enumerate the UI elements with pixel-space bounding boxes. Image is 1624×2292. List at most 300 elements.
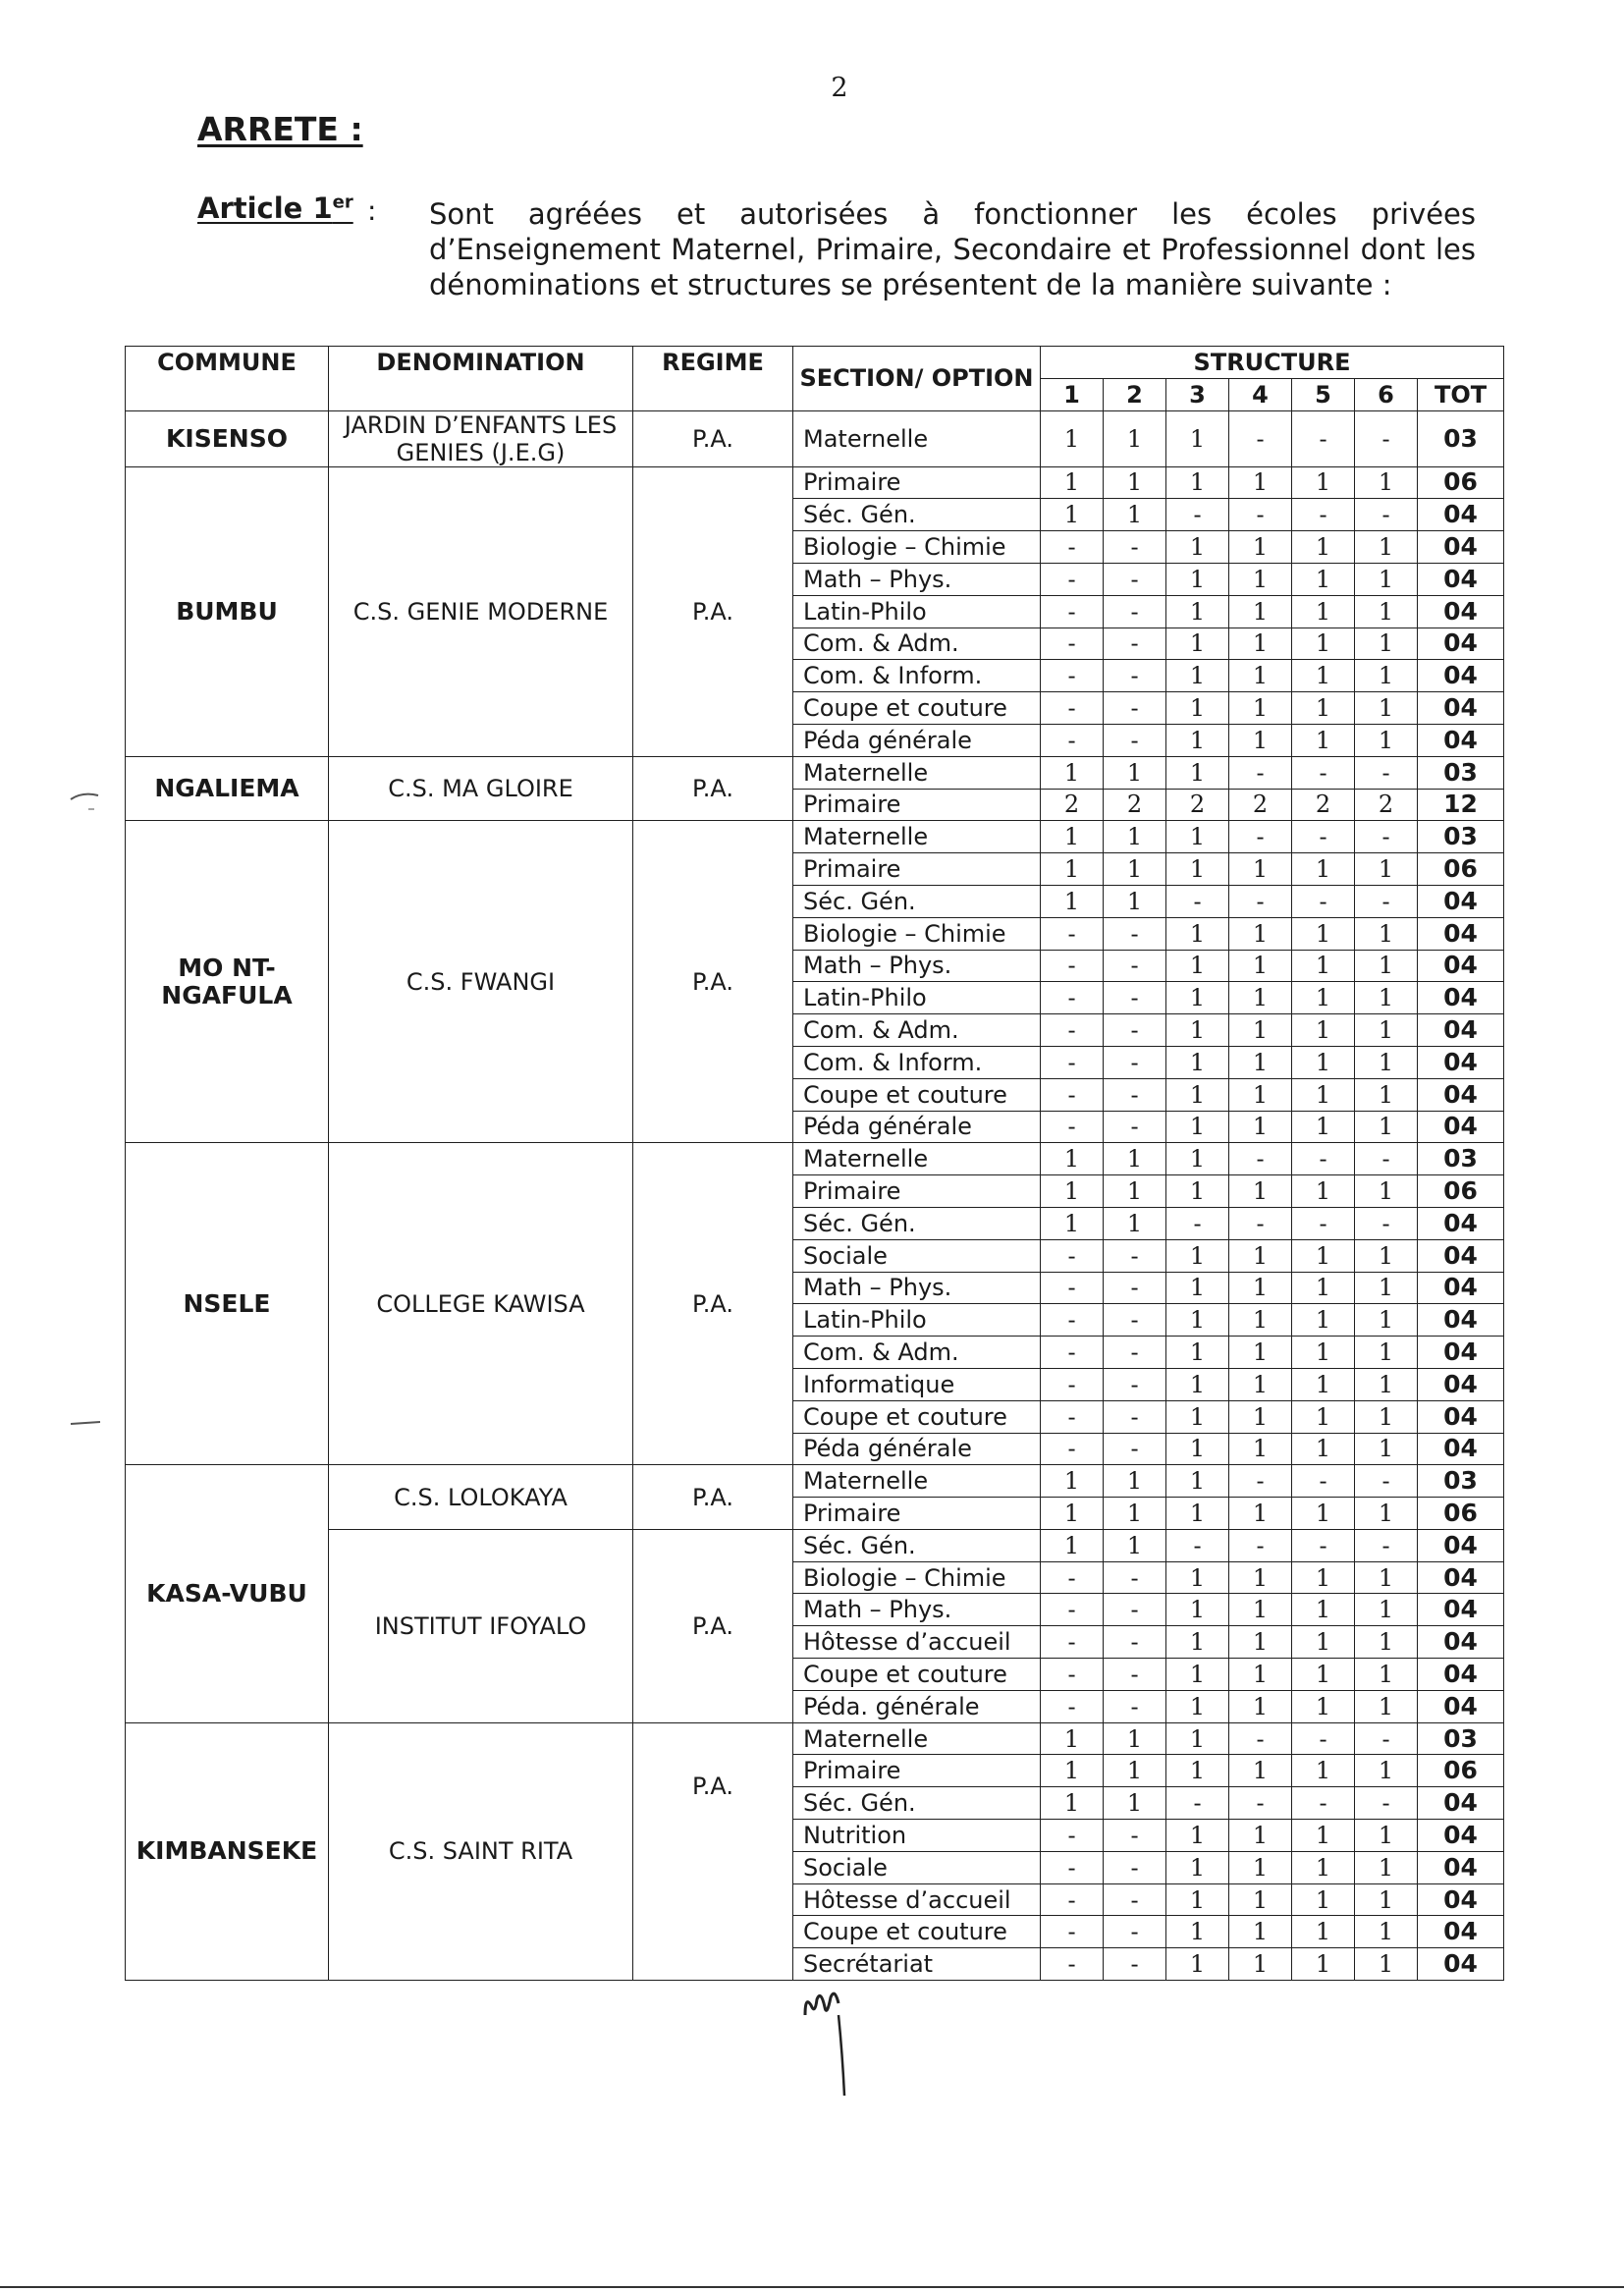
structure-year-4-cell: 1 [1229, 466, 1292, 499]
structure-year-6-cell: 1 [1355, 692, 1418, 725]
structure-year-4-cell: 1 [1229, 1498, 1292, 1530]
header-row-1 [126, 347, 1504, 379]
structure-year-1-cell: - [1041, 628, 1104, 660]
structure-year-3-cell: 1 [1166, 917, 1229, 950]
structure-year-6-cell: 1 [1355, 1916, 1418, 1948]
structure-year-6-cell: 1 [1355, 1820, 1418, 1852]
total-cell: 12 [1418, 789, 1504, 821]
total-cell: 06 [1418, 466, 1504, 499]
structure-year-2-cell: 1 [1104, 1529, 1166, 1561]
structure-year-4-cell: 1 [1229, 531, 1292, 564]
page-number: 2 [831, 73, 848, 103]
structure-year-1-cell: 1 [1041, 499, 1104, 531]
section-cell: Informatique [793, 1368, 1041, 1400]
structure-year-6-cell: - [1355, 821, 1418, 853]
commune-cell: NGALIEMA [126, 756, 329, 821]
structure-year-1-cell: - [1041, 1948, 1104, 1981]
structure-year-3-cell: 1 [1166, 853, 1229, 886]
total-cell: 04 [1418, 1239, 1504, 1272]
structure-year-5-cell: 1 [1292, 950, 1355, 982]
structure-year-5-cell: 1 [1292, 982, 1355, 1014]
structure-year-4-cell: 1 [1229, 1368, 1292, 1400]
regime-cell: P.A. [633, 1465, 793, 1530]
structure-year-3-cell: 1 [1166, 821, 1229, 853]
commune-cell: KASA-VUBU [126, 1465, 329, 1722]
structure-year-5-cell: 1 [1292, 1690, 1355, 1722]
structure-year-6-cell: 1 [1355, 1078, 1418, 1111]
structure-year-3-cell: 1 [1166, 1561, 1229, 1594]
structure-year-5-cell: 1 [1292, 1916, 1355, 1948]
article-label-text: Article 1 [197, 191, 333, 225]
structure-year-4-cell: 1 [1229, 595, 1292, 628]
structure-year-1-cell: - [1041, 1239, 1104, 1272]
structure-year-3-cell: - [1166, 1207, 1229, 1239]
structure-year-1-cell: - [1041, 1400, 1104, 1433]
section-cell: Maternelle [793, 756, 1041, 789]
table-row [126, 821, 1504, 853]
structure-year-2-cell: - [1104, 1433, 1166, 1465]
structure-year-3-cell: 1 [1166, 1014, 1229, 1047]
structure-year-4-cell: 1 [1229, 1400, 1292, 1433]
article-label [197, 191, 353, 225]
structure-year-6-cell: 1 [1355, 917, 1418, 950]
total-cell: 04 [1418, 1433, 1504, 1465]
structure-year-2-cell: - [1104, 1111, 1166, 1143]
commune-cell: BUMBU [126, 466, 329, 756]
section-cell: Primaire [793, 1498, 1041, 1530]
structure-year-3-cell: 1 [1166, 1626, 1229, 1659]
structure-year-4-cell: - [1229, 499, 1292, 531]
structure-year-2-cell: 2 [1104, 789, 1166, 821]
structure-year-1-cell: 1 [1041, 1143, 1104, 1175]
structure-year-5-cell: 1 [1292, 1239, 1355, 1272]
structure-year-5-cell: 1 [1292, 1498, 1355, 1530]
regime-cell: P.A. [633, 756, 793, 821]
structure-year-3-cell: 1 [1166, 1883, 1229, 1916]
page-bottom-rule [0, 2286, 1624, 2288]
section-cell: Sociale [793, 1239, 1041, 1272]
structure-year-2-cell: - [1104, 660, 1166, 692]
structure-year-4-cell: 1 [1229, 692, 1292, 725]
structure-year-6-cell: 1 [1355, 1304, 1418, 1337]
structure-year-6-cell: 1 [1355, 1368, 1418, 1400]
structure-year-2-cell: - [1104, 1659, 1166, 1691]
total-cell: 04 [1418, 660, 1504, 692]
structure-year-6-cell: 1 [1355, 1659, 1418, 1691]
table-row [126, 466, 1504, 499]
commune-cell: MO NT-NGAFULA [126, 821, 329, 1143]
structure-year-3-cell: - [1166, 1529, 1229, 1561]
structure-year-1-cell: - [1041, 950, 1104, 982]
section-cell: Com. & Adm. [793, 1014, 1041, 1047]
structure-year-1-cell: 1 [1041, 1465, 1104, 1498]
structure-year-5-cell: 1 [1292, 1014, 1355, 1047]
structure-year-4-cell: 1 [1229, 1111, 1292, 1143]
structure-year-4-cell: - [1229, 821, 1292, 853]
structure-year-3-cell: 1 [1166, 1433, 1229, 1465]
structure-year-4-cell: 1 [1229, 1175, 1292, 1208]
structure-year-2-cell: - [1104, 1948, 1166, 1981]
regime-cell: P.A. [633, 1529, 793, 1722]
structure-year-1-cell: - [1041, 1820, 1104, 1852]
structure-year-3-cell: 1 [1166, 1820, 1229, 1852]
structure-year-1-cell: - [1041, 724, 1104, 756]
section-cell: Biologie – Chimie [793, 1561, 1041, 1594]
structure-year-1-cell: - [1041, 917, 1104, 950]
structure-year-5-cell: 1 [1292, 1111, 1355, 1143]
total-cell: 04 [1418, 628, 1504, 660]
total-cell: 04 [1418, 917, 1504, 950]
structure-year-3-cell: 1 [1166, 1690, 1229, 1722]
total-cell: 04 [1418, 1529, 1504, 1561]
total-cell: 04 [1418, 1916, 1504, 1948]
total-cell: 04 [1418, 1368, 1504, 1400]
structure-year-4-cell: - [1229, 885, 1292, 917]
structure-year-2-cell: - [1104, 1883, 1166, 1916]
structure-year-6-cell: 1 [1355, 1690, 1418, 1722]
structure-year-2-cell: 1 [1104, 821, 1166, 853]
section-cell: Primaire [793, 789, 1041, 821]
structure-year-6-cell: 1 [1355, 1175, 1418, 1208]
structure-year-3-cell: 1 [1166, 1465, 1229, 1498]
section-cell: Coupe et couture [793, 692, 1041, 725]
structure-year-2-cell: - [1104, 1337, 1166, 1369]
structure-year-1-cell: - [1041, 692, 1104, 725]
structure-year-1-cell: 1 [1041, 853, 1104, 886]
total-cell: 04 [1418, 1948, 1504, 1981]
section-cell: Maternelle [793, 821, 1041, 853]
structure-year-2-cell: 1 [1104, 1498, 1166, 1530]
total-cell: 03 [1418, 410, 1504, 466]
structure-year-4-cell: - [1229, 1722, 1292, 1755]
header-year-4: 4 [1229, 378, 1292, 410]
structure-year-6-cell: 1 [1355, 1337, 1418, 1369]
structure-year-5-cell: 1 [1292, 1561, 1355, 1594]
section-cell: Maternelle [793, 410, 1041, 466]
structure-year-5-cell: 1 [1292, 1046, 1355, 1078]
structure-year-6-cell: - [1355, 885, 1418, 917]
section-cell: Maternelle [793, 1722, 1041, 1755]
structure-year-4-cell: 1 [1229, 917, 1292, 950]
section-cell: Primaire [793, 1755, 1041, 1787]
header-structure: STRUCTURE [1041, 347, 1504, 379]
section-cell: Math – Phys. [793, 1594, 1041, 1626]
header-year-5: 5 [1292, 378, 1355, 410]
structure-year-2-cell: - [1104, 982, 1166, 1014]
section-cell: Latin-Philo [793, 1304, 1041, 1337]
structure-year-4-cell: 1 [1229, 628, 1292, 660]
section-cell: Coupe et couture [793, 1400, 1041, 1433]
structure-year-5-cell: 1 [1292, 1755, 1355, 1787]
commune-cell: NSELE [126, 1143, 329, 1465]
structure-year-3-cell: 1 [1166, 982, 1229, 1014]
schools-table [125, 346, 1504, 1981]
structure-year-3-cell: 1 [1166, 628, 1229, 660]
section-cell: Péda générale [793, 1433, 1041, 1465]
structure-year-5-cell: 2 [1292, 789, 1355, 821]
structure-year-1-cell: - [1041, 1337, 1104, 1369]
section-cell: Sociale [793, 1851, 1041, 1883]
structure-year-6-cell: 1 [1355, 1883, 1418, 1916]
structure-year-1-cell: - [1041, 1111, 1104, 1143]
structure-year-3-cell: 1 [1166, 1916, 1229, 1948]
section-cell: Hôtesse d’accueil [793, 1626, 1041, 1659]
structure-year-1-cell: - [1041, 1046, 1104, 1078]
structure-year-4-cell: - [1229, 1787, 1292, 1820]
structure-year-3-cell: 1 [1166, 1337, 1229, 1369]
structure-year-6-cell: - [1355, 410, 1418, 466]
structure-year-2-cell: 1 [1104, 466, 1166, 499]
structure-year-2-cell: 1 [1104, 410, 1166, 466]
structure-year-2-cell: - [1104, 950, 1166, 982]
section-cell: Séc. Gén. [793, 1529, 1041, 1561]
header-commune: COMMUNE [126, 347, 329, 411]
margin-mark-bottom [67, 1414, 106, 1434]
structure-year-1-cell: 1 [1041, 1498, 1104, 1530]
structure-year-5-cell: 1 [1292, 660, 1355, 692]
section-cell: Primaire [793, 853, 1041, 886]
structure-year-5-cell: 1 [1292, 724, 1355, 756]
structure-year-2-cell: - [1104, 1078, 1166, 1111]
structure-year-6-cell: 2 [1355, 789, 1418, 821]
total-cell: 04 [1418, 1851, 1504, 1883]
structure-year-3-cell: 1 [1166, 1143, 1229, 1175]
structure-year-1-cell: - [1041, 1659, 1104, 1691]
section-cell: Com. & Adm. [793, 1337, 1041, 1369]
section-cell: Péda générale [793, 724, 1041, 756]
table-row [126, 1465, 1504, 1498]
structure-year-1-cell: 1 [1041, 1722, 1104, 1755]
total-cell: 04 [1418, 1046, 1504, 1078]
structure-year-4-cell: 1 [1229, 1820, 1292, 1852]
structure-year-1-cell: 1 [1041, 1787, 1104, 1820]
structure-year-4-cell: - [1229, 410, 1292, 466]
header-denomination: DENOMINATION [329, 347, 633, 411]
structure-year-4-cell: 1 [1229, 853, 1292, 886]
structure-year-5-cell: 1 [1292, 1851, 1355, 1883]
total-cell: 03 [1418, 1143, 1504, 1175]
commune-cell: KIMBANSEKE [126, 1722, 329, 1980]
total-cell: 04 [1418, 1883, 1504, 1916]
structure-year-1-cell: - [1041, 1594, 1104, 1626]
structure-year-2-cell: - [1104, 531, 1166, 564]
structure-year-2-cell: - [1104, 1304, 1166, 1337]
structure-year-1-cell: 1 [1041, 410, 1104, 466]
structure-year-4-cell: - [1229, 1143, 1292, 1175]
section-cell: Secrétariat [793, 1948, 1041, 1981]
structure-year-2-cell: - [1104, 595, 1166, 628]
structure-year-2-cell: 1 [1104, 885, 1166, 917]
structure-year-2-cell: 1 [1104, 756, 1166, 789]
structure-year-3-cell: 1 [1166, 1078, 1229, 1111]
structure-year-4-cell: 2 [1229, 789, 1292, 821]
structure-year-4-cell: 1 [1229, 563, 1292, 595]
total-cell: 04 [1418, 885, 1504, 917]
structure-year-3-cell: 1 [1166, 1722, 1229, 1755]
structure-year-6-cell: 1 [1355, 531, 1418, 564]
section-cell: Math – Phys. [793, 950, 1041, 982]
header-year-3: 3 [1166, 378, 1229, 410]
structure-year-3-cell: 1 [1166, 1948, 1229, 1981]
total-cell: 04 [1418, 1690, 1504, 1722]
section-cell: Séc. Gén. [793, 499, 1041, 531]
structure-year-3-cell: - [1166, 499, 1229, 531]
structure-year-6-cell: 1 [1355, 853, 1418, 886]
total-cell: 04 [1418, 1078, 1504, 1111]
structure-year-6-cell: 1 [1355, 1498, 1418, 1530]
header-year-1: 1 [1041, 378, 1104, 410]
structure-year-6-cell: 1 [1355, 1594, 1418, 1626]
structure-year-6-cell: 1 [1355, 1561, 1418, 1594]
total-cell: 04 [1418, 1594, 1504, 1626]
section-cell: Math – Phys. [793, 563, 1041, 595]
structure-year-6-cell: - [1355, 1465, 1418, 1498]
structure-year-1-cell: 1 [1041, 466, 1104, 499]
structure-year-2-cell: - [1104, 1400, 1166, 1433]
structure-year-5-cell: - [1292, 885, 1355, 917]
total-cell: 04 [1418, 982, 1504, 1014]
decree-title: ARRETE : [197, 110, 363, 148]
structure-year-4-cell: 1 [1229, 1078, 1292, 1111]
structure-year-4-cell: - [1229, 1207, 1292, 1239]
total-cell: 03 [1418, 1722, 1504, 1755]
structure-year-3-cell: 1 [1166, 692, 1229, 725]
structure-year-5-cell: - [1292, 756, 1355, 789]
structure-year-4-cell: 1 [1229, 1561, 1292, 1594]
total-cell: 04 [1418, 1787, 1504, 1820]
structure-year-2-cell: 1 [1104, 1465, 1166, 1498]
structure-year-3-cell: 1 [1166, 1304, 1229, 1337]
article-text: Sont agréées et autorisées à fonctionner les écoles privées d’Enseignement Maternel, Primaire, Secondaire et Professionnel dont les dénominations et structures se présentent de la manière suivante : [429, 197, 1476, 301]
structure-year-3-cell: 1 [1166, 1368, 1229, 1400]
section-cell: Latin-Philo [793, 595, 1041, 628]
structure-year-1-cell: - [1041, 1014, 1104, 1047]
denomination-cell: C.S. SAINT RITA [329, 1722, 633, 1980]
structure-year-3-cell: 1 [1166, 1498, 1229, 1530]
total-cell: 04 [1418, 692, 1504, 725]
total-cell: 04 [1418, 1304, 1504, 1337]
total-cell: 04 [1418, 1272, 1504, 1304]
structure-year-5-cell: 1 [1292, 1368, 1355, 1400]
structure-year-2-cell: 1 [1104, 1755, 1166, 1787]
structure-year-5-cell: 1 [1292, 1304, 1355, 1337]
structure-year-2-cell: - [1104, 724, 1166, 756]
structure-year-3-cell: - [1166, 1787, 1229, 1820]
structure-year-5-cell: - [1292, 1207, 1355, 1239]
structure-year-5-cell: - [1292, 821, 1355, 853]
structure-year-1-cell: - [1041, 1368, 1104, 1400]
structure-year-5-cell: 1 [1292, 1272, 1355, 1304]
structure-year-1-cell: - [1041, 531, 1104, 564]
total-cell: 04 [1418, 1820, 1504, 1852]
structure-year-2-cell: - [1104, 1820, 1166, 1852]
section-cell: Math – Phys. [793, 1272, 1041, 1304]
table-row [126, 756, 1504, 789]
structure-year-6-cell: - [1355, 1529, 1418, 1561]
structure-year-5-cell: 1 [1292, 1659, 1355, 1691]
header-tot: TOT [1418, 378, 1504, 410]
structure-year-3-cell: 1 [1166, 1659, 1229, 1691]
structure-year-5-cell: 1 [1292, 1400, 1355, 1433]
structure-year-4-cell: 1 [1229, 1755, 1292, 1787]
structure-year-4-cell: 1 [1229, 982, 1292, 1014]
section-cell: Péda. générale [793, 1690, 1041, 1722]
structure-year-4-cell: 1 [1229, 1594, 1292, 1626]
structure-year-6-cell: 1 [1355, 1851, 1418, 1883]
structure-year-6-cell: 1 [1355, 950, 1418, 982]
structure-year-5-cell: 1 [1292, 531, 1355, 564]
total-cell: 04 [1418, 1626, 1504, 1659]
structure-year-2-cell: - [1104, 1916, 1166, 1948]
structure-year-3-cell: 1 [1166, 1239, 1229, 1272]
structure-year-3-cell: 1 [1166, 1111, 1229, 1143]
structure-year-1-cell: - [1041, 595, 1104, 628]
structure-year-4-cell: 1 [1229, 1046, 1292, 1078]
structure-year-3-cell: 1 [1166, 756, 1229, 789]
total-cell: 04 [1418, 1014, 1504, 1047]
section-cell: Primaire [793, 466, 1041, 499]
structure-year-1-cell: - [1041, 1433, 1104, 1465]
structure-year-1-cell: - [1041, 660, 1104, 692]
structure-year-2-cell: - [1104, 1368, 1166, 1400]
structure-year-2-cell: - [1104, 628, 1166, 660]
structure-year-5-cell: 1 [1292, 563, 1355, 595]
structure-year-2-cell: - [1104, 1272, 1166, 1304]
header-section: SECTION/ OPTION [793, 347, 1041, 411]
structure-year-4-cell: 1 [1229, 1851, 1292, 1883]
structure-year-4-cell: 1 [1229, 1304, 1292, 1337]
header-year-2: 2 [1104, 378, 1166, 410]
structure-year-6-cell: 1 [1355, 595, 1418, 628]
structure-year-5-cell: 1 [1292, 466, 1355, 499]
structure-year-6-cell: 1 [1355, 1948, 1418, 1981]
structure-year-3-cell: 1 [1166, 1851, 1229, 1883]
regime-cell: P.A. [633, 1143, 793, 1465]
section-cell: Péda générale [793, 1111, 1041, 1143]
structure-year-5-cell: 1 [1292, 628, 1355, 660]
structure-year-3-cell: 1 [1166, 531, 1229, 564]
table-row [126, 1722, 1504, 1755]
total-cell: 04 [1418, 724, 1504, 756]
structure-year-4-cell: 1 [1229, 1948, 1292, 1981]
structure-year-1-cell: 1 [1041, 1755, 1104, 1787]
structure-year-1-cell: - [1041, 1626, 1104, 1659]
denomination-cell: C.S. MA GLOIRE [329, 756, 633, 821]
structure-year-1-cell: 1 [1041, 885, 1104, 917]
structure-year-3-cell: 1 [1166, 1175, 1229, 1208]
structure-year-1-cell: 2 [1041, 789, 1104, 821]
structure-year-1-cell: - [1041, 563, 1104, 595]
structure-year-1-cell: - [1041, 1304, 1104, 1337]
structure-year-3-cell: 1 [1166, 1046, 1229, 1078]
structure-year-2-cell: - [1104, 1561, 1166, 1594]
structure-year-6-cell: 1 [1355, 628, 1418, 660]
structure-year-6-cell: - [1355, 499, 1418, 531]
structure-year-3-cell: - [1166, 885, 1229, 917]
structure-year-5-cell: 1 [1292, 853, 1355, 886]
structure-year-5-cell: 1 [1292, 917, 1355, 950]
structure-year-6-cell: 1 [1355, 1272, 1418, 1304]
structure-year-1-cell: - [1041, 1883, 1104, 1916]
structure-year-2-cell: - [1104, 1626, 1166, 1659]
structure-year-5-cell: - [1292, 499, 1355, 531]
structure-year-2-cell: 1 [1104, 1143, 1166, 1175]
structure-year-6-cell: 1 [1355, 1239, 1418, 1272]
structure-year-5-cell: - [1292, 1529, 1355, 1561]
structure-year-6-cell: 1 [1355, 724, 1418, 756]
structure-year-4-cell: 1 [1229, 950, 1292, 982]
section-cell: Com. & Inform. [793, 1046, 1041, 1078]
